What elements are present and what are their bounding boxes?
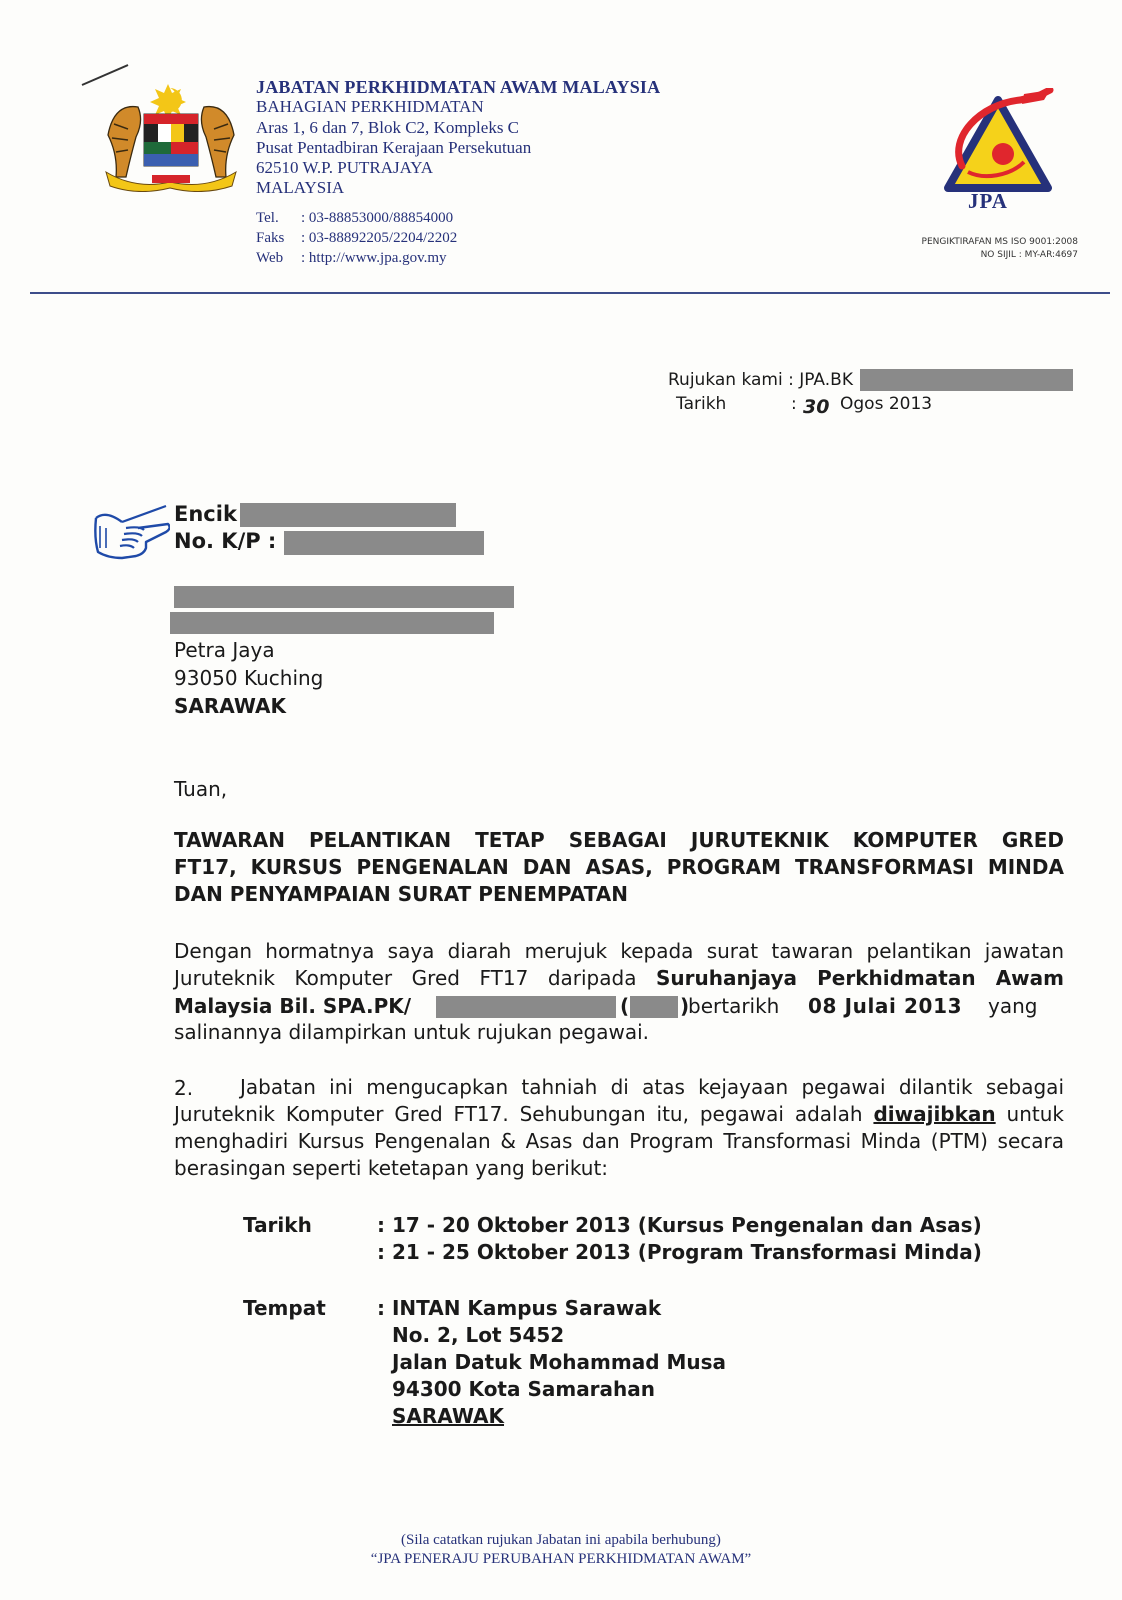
contact-fax [256,228,457,248]
coat-of-arms-emblem [100,80,242,192]
recipient-address-line-2: 93050 Kuching [174,666,324,690]
address-redaction-line-2 [170,612,494,634]
para1-line-4: salinannya dilampirkan untuk rujukan pegawai. [174,1020,649,1044]
subject-line-1: TAWARAN PELANTIKAN TETAP SEBAGAI JURUTEKNIK KOMPUTER GRED [174,828,1064,852]
para2-line-3: menghadiri Kursus Pengenalan & Asas dan Program Transformasi Minda (PTM) secara [174,1129,1064,1153]
subject-line-2: FT17, KURSUS PENGENALAN DAN ASAS, PROGRAM TRANSFORMASI MINDA [174,855,1064,879]
jpa-logo-icon [940,88,1060,194]
para2-line-4: berasingan seperti ketetapan yang berikut: [174,1156,609,1180]
date-colon: : [791,394,797,414]
org-name: JABATAN PERKHIDMATAN AWAM MALAYSIA [256,77,661,97]
web-value: : http://www.jpa.gov.my [301,250,447,266]
jpa-logo-text: JPA [968,189,1008,213]
schedule-venue-line-4: 94300 Kota Samarahan [392,1377,656,1401]
recipient-name-redaction [240,503,456,527]
address-redaction-line-1 [174,586,514,608]
schedule-venue-line-3: Jalan Datuk Mohammad Musa [392,1350,727,1374]
date-day-handwritten: 30 [803,396,830,418]
recipient-id-label: No. K/P : [174,529,277,553]
web-label: Web [256,250,284,266]
para1-paren-close: ) [680,994,690,1018]
greeting: Tuan, [174,777,228,801]
fax-value: : 03-88892205/2204/2202 [301,230,458,246]
para1-line-1: Dengan hormatnya saya diarah merujuk kepada surat tawaran pelantikan jawatan [174,939,1064,963]
recipient-address-line-1: Petra Jaya [174,638,275,662]
certificate-number-line: NO SIJIL : MY-AR:4697 [980,250,1078,260]
para1-line-3 [174,992,1064,1020]
fax-label: Faks [256,230,285,246]
subject-line-3: DAN PENYAMPAIAN SURAT PENEMPATAN [174,882,628,906]
schedule-venue-line-1: : INTAN Kampus Sarawak [377,1296,662,1320]
contact-telephone [256,208,453,228]
footer-slogan: “JPA PENERAJU PERUBAHAN PERKHIDMATAN AWAM” [370,1551,752,1567]
recipient-title: Encik [174,502,237,526]
address-line-3: 62510 W.P. PUTRAJAYA [256,158,433,177]
para2-line-2-end: untuk [995,1102,1064,1126]
pointing-hand-stamp [92,502,170,564]
para2-line-1: Jabatan ini mengucapkan tahniah di atas kejayaan pegawai dilantik sebagai [240,1075,1064,1099]
telephone-label: Tel. [256,210,279,226]
para1-dated-label: bertarikh [688,994,780,1018]
para1-commission-name: Suruhanjaya Perkhidmatan Awam [656,966,1064,990]
recipient-id-redaction [284,531,484,555]
para1-line-2 [174,965,1064,992]
para1-line-2-text: Juruteknik Komputer Gred FT17 daripada [174,966,656,990]
para1-paren-redaction [630,996,678,1018]
address-line-4: MALAYSIA [256,178,345,197]
telephone-value: : 03-88853000/88854000 [301,210,454,226]
schedule-date-label: Tarikh [243,1213,312,1237]
reference-redaction [860,369,1073,391]
reference-label: Rujukan kami : JPA.BK [668,370,853,390]
para1-paren-open: ( [620,994,630,1018]
schedule-venue-line-2: No. 2, Lot 5452 [392,1323,565,1347]
para2-number: 2. [174,1076,194,1100]
letterhead [0,0,1122,300]
footer-reference-note: (Sila catatkan rujukan Jabatan ini apabila berhubung) [401,1532,721,1548]
address-line-1: Aras 1, 6 dan 7, Blok C2, Kompleks C [256,118,520,137]
para1-reference-prefix: Malaysia Bil. SPA.PK/ [174,994,412,1018]
date-month-year: Ogos 2013 [840,394,933,414]
para2-line-2 [174,1101,1064,1128]
para1-line-3-end: yang [988,994,1038,1018]
recipient-address-line-3: SARAWAK [174,694,287,718]
para1-letter-date: 08 Julai 2013 [808,994,963,1018]
para2-obligation-word: diwajibkan [873,1102,996,1126]
schedule-date-1: : 17 - 20 Oktober 2013 (Kursus Pengenalan dan Asas) [377,1213,982,1237]
schedule-date-2: : 21 - 25 Oktober 2013 (Program Transformasi Minda) [377,1240,982,1264]
division-name: BAHAGIAN PERKHIDMATAN [256,97,484,116]
contact-web [256,248,447,268]
para1-reference-redaction [436,996,616,1018]
iso-certification-line: PENGIKTIRAFAN MS ISO 9001:2008 [921,237,1078,247]
para2-line-2-text: Juruteknik Komputer Gred FT17. Sehubungan itu, pegawai adalah [174,1102,874,1126]
schedule-venue-line-5: SARAWAK [392,1404,505,1428]
address-line-2: Pusat Pentadbiran Kerajaan Persekutuan [256,138,532,157]
schedule-venue-label: Tempat [243,1296,326,1320]
date-label: Tarikh [676,394,727,414]
letterhead-divider [30,292,1110,294]
